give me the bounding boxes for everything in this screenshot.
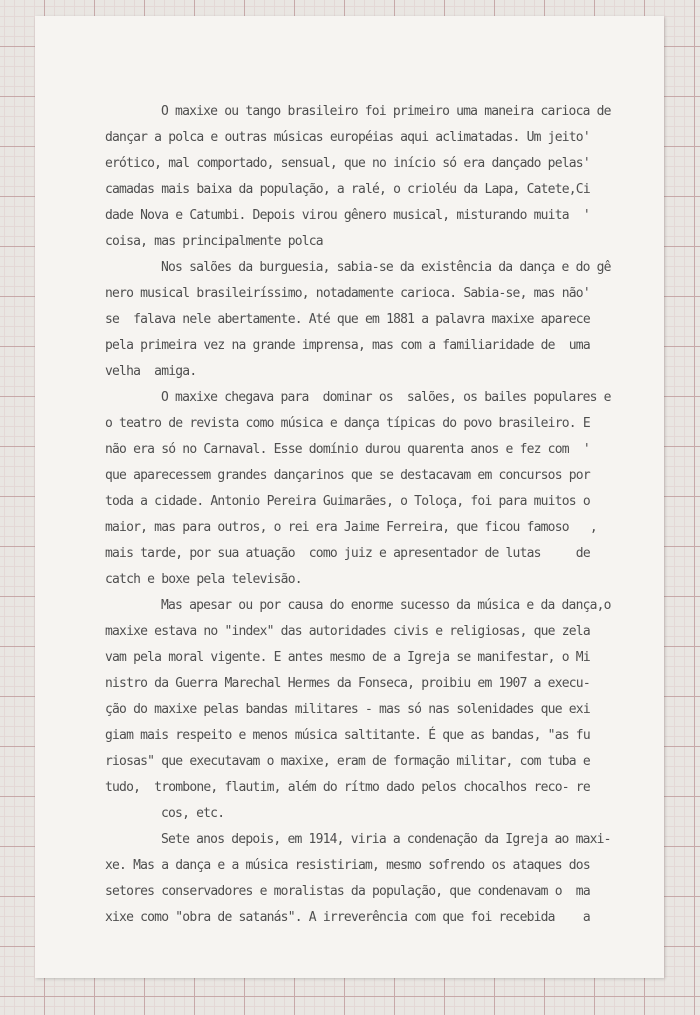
text-line: toda a cidade. Antonio Pereira Guimarães, o Toloça, foi para muitos o [105,494,590,509]
paragraph-1 [105,99,647,255]
text-line: coisa, mas principalmente polca [105,234,323,249]
text-line: nero musical brasileiríssimo, notadamente carioca. Sabia-se, mas não' [105,286,590,301]
paragraph-3 [105,385,647,593]
text-line: O maxixe ou tango brasileiro foi primeiro uma maneira carioca de [161,104,611,119]
text-line: maxixe estava no "index" das autoridades civis e religiosas, que zela [105,624,590,639]
text-line: velha amiga. [105,364,197,379]
paragraph-2 [105,255,647,385]
page-text [105,99,647,931]
paragraph-4 [105,593,647,827]
text-line: o teatro de revista como música e dança típicas do povo brasileiro. E [105,416,590,431]
text-line: O maxixe chegava para dominar os salões, os bailes populares e [161,390,611,405]
text-line: erótico, mal comportado, sensual, que no início só era dançado pelas' [105,156,590,171]
text-line: tudo, trombone, flautim, além do rítmo dado pelos chocalhos reco- re [105,780,590,795]
text-line: dade Nova e Catumbi. Depois virou gênero musical, misturando muita ' [105,208,590,223]
text-line: giam mais respeito e menos música saltitante. É que as bandas, "as fu [105,728,590,743]
text-line: xixe como "obra de satanás". A irreverência com que foi recebida a [105,910,590,925]
text-line: maior, mas para outros, o rei era Jaime Ferreira, que ficou famoso , [105,520,597,535]
text-line: Mas apesar ou por causa do enorme sucesso da música e da dança,o [161,598,611,613]
text-line: vam pela moral vigente. E antes mesmo de a Igreja se manifestar, o Mi [105,650,590,665]
text-line: ção do maxixe pelas bandas militares - mas só nas solenidades que exi [105,702,590,717]
text-line: riosas" que executavam o maxixe, eram de formação militar, com tuba e [105,754,590,769]
text-line: catch e boxe pela televisão. [105,572,302,587]
text-line: pela primeira vez na grande imprensa, mas com a familiaridade de uma [105,338,590,353]
text-line: dançar a polca e outras músicas européias aqui aclimatadas. Um jeito' [105,130,590,145]
text-line: que aparecessem grandes dançarinos que se destacavam em concursos por [105,468,590,483]
text-line: cos, etc. [161,806,225,821]
text-line: nistro da Guerra Marechal Hermes da Fonseca, proibiu em 1907 a execu- [105,676,590,691]
text-line: se falava nele abertamente. Até que em 1881 a palavra maxixe aparece [105,312,590,327]
text-line: não era só no Carnaval. Esse domínio durou quarenta anos e fez com ' [105,442,590,457]
text-line: Sete anos depois, em 1914, viria a condenação da Igreja ao maxi- [161,832,611,847]
text-line: Nos salões da burguesia, sabia-se da existência da dança e do gê [161,260,611,275]
text-line: xe. Mas a dança e a música resistiriam, mesmo sofrendo os ataques dos [105,858,590,873]
text-line: camadas mais baixa da população, a ralé, o crioléu da Lapa, Catete,Ci [105,182,590,197]
text-line: mais tarde, por sua atuação como juiz e apresentador de lutas de [105,546,590,561]
paragraph-5 [105,827,647,931]
typewritten-page [35,16,664,978]
text-line: setores conservadores e moralistas da população, que condenavam o ma [105,884,590,899]
